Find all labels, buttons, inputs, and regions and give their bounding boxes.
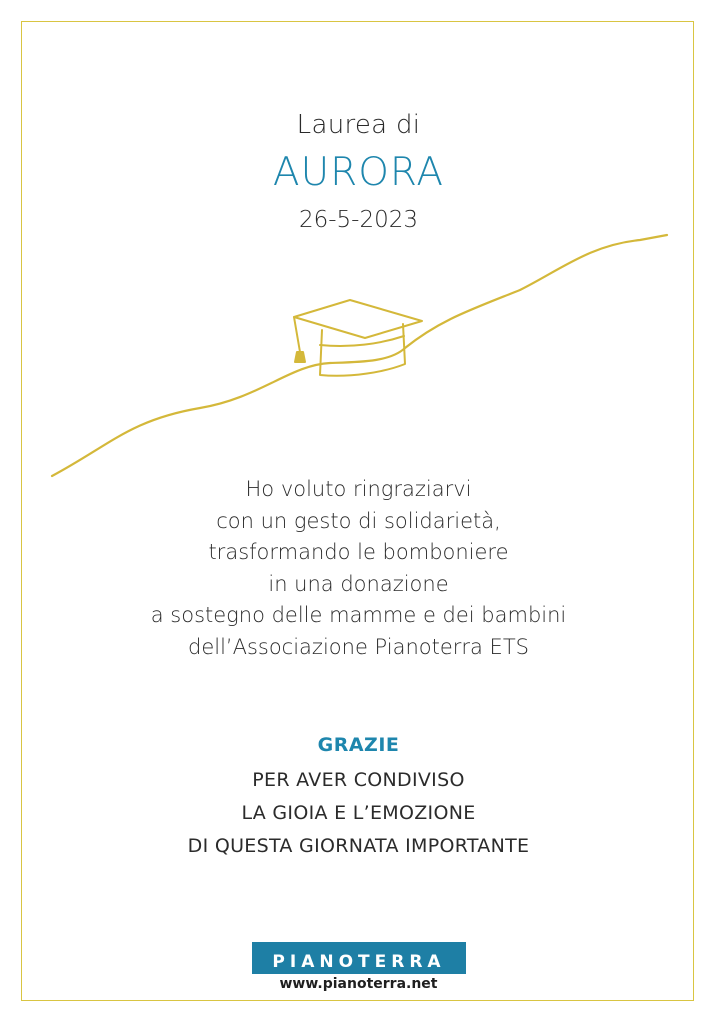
- message-text: [0, 474, 717, 663]
- thanks-heading: GRAZIE: [317, 734, 400, 756]
- website-link[interactable]: www.pianoterra.net: [279, 976, 438, 992]
- wave-line: [52, 235, 667, 476]
- pianoterra-logo: [252, 942, 466, 974]
- graduation-cap-icon: [294, 300, 422, 376]
- thanks-line: LA GIOIA E L’EMOZIONE: [241, 802, 476, 824]
- event-date: 26-5-2023: [298, 207, 419, 233]
- message-line: in una donazione: [268, 571, 449, 596]
- message-line: a sostegno delle mamme e dei bambini: [150, 603, 567, 627]
- message-line: Ho voluto ringraziarvi: [245, 477, 472, 501]
- thanks-text: [0, 764, 717, 863]
- thanks-line: PER AVER CONDIVISO: [252, 769, 465, 791]
- graduate-name: AURORA: [272, 150, 445, 195]
- message-line: trasformando le bomboniere: [208, 540, 509, 564]
- thanks-line: DI QUESTA GIORNATA IMPORTANTE: [187, 835, 530, 857]
- title-line: Laurea di: [296, 110, 421, 140]
- logo-text: PIANOTERRA: [272, 952, 446, 972]
- wave-decoration: [0, 0, 717, 500]
- message-line: dell’Associazione Pianoterra ETS: [187, 634, 529, 659]
- message-line: con un gesto di solidarietà,: [216, 508, 501, 533]
